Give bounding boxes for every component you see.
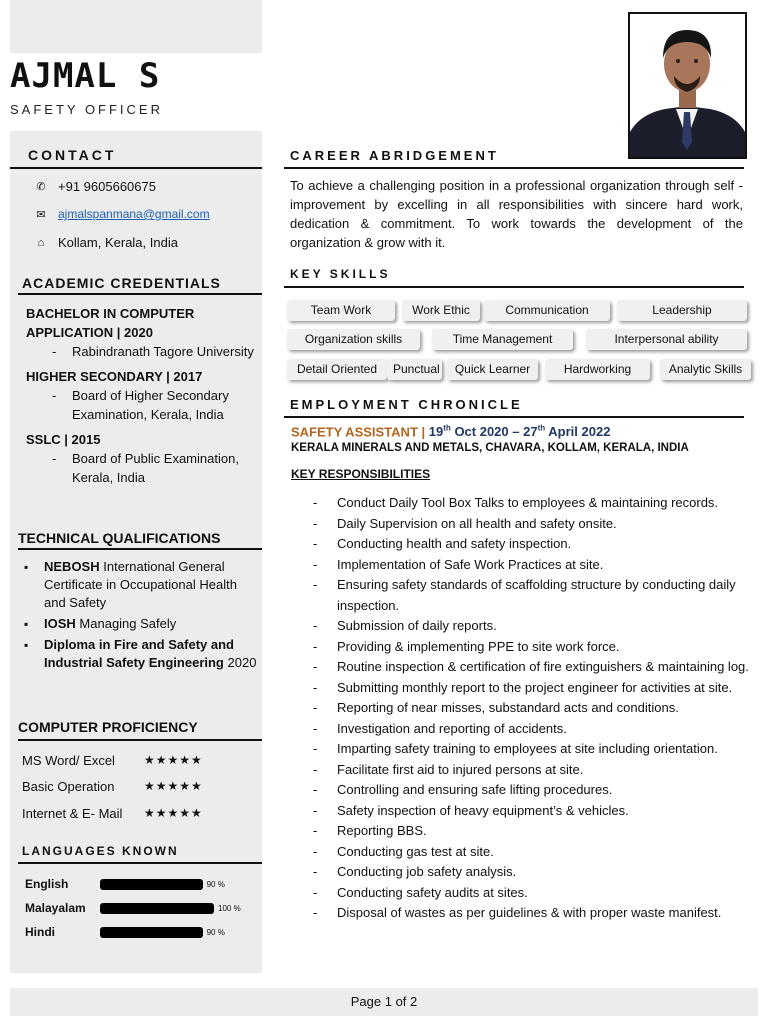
skills-heading: KEY SKILLS bbox=[290, 267, 391, 281]
contact-rule bbox=[10, 167, 262, 169]
phone-icon: ✆ bbox=[36, 181, 46, 193]
contact-email-link[interactable]: ajmalspanmana@gmail.com bbox=[58, 207, 210, 221]
languages-heading: LANGUAGES KNOWN bbox=[22, 844, 179, 858]
company-name: KERALA MINERALS AND METALS, CHAVARA, KOLLAM, KERALA, INDIA bbox=[291, 442, 689, 454]
responsibility-item: - Submission of daily reports. bbox=[313, 616, 749, 637]
technical-rule bbox=[18, 548, 262, 550]
language-row: English 90 % bbox=[25, 877, 225, 891]
rating-stars-icon: ★★★★★ bbox=[144, 779, 203, 793]
responsibility-item: - Conduct Daily Tool Box Talks to employees & maintaining records. bbox=[313, 493, 749, 514]
computer-item: MS Word/ Excel ★★★★★ bbox=[22, 753, 203, 768]
responsibility-item: - Disposal of wastes as per guidelines & with proper waste manifest. bbox=[313, 903, 749, 924]
responsibility-item: - Daily Supervision on all health and safety onsite. bbox=[313, 514, 749, 535]
contact-email-row bbox=[32, 207, 210, 221]
profile-photo bbox=[628, 12, 747, 159]
technical-item: ▪ Diploma in Fire and Safety and Industrial Safety Engineering 2020 bbox=[22, 636, 258, 672]
career-summary: To achieve a challenging position in a professional organization through self - improvement by excelling in all responsibilities with sincere hard work, dedication & commitment. To work towards the development of the organization & grow with it. bbox=[290, 178, 743, 250]
academic-degree-3: SSLC | 2015 bbox=[26, 432, 101, 447]
responsibility-item: - Reporting BBS. bbox=[313, 821, 749, 842]
responsibility-item: - Conducting health and safety inspection. bbox=[313, 534, 749, 555]
career-heading: CAREER ABRIDGEMENT bbox=[290, 148, 499, 163]
skill-chip: Detail Oriented bbox=[287, 359, 387, 380]
job-role: SAFETY ASSISTANT bbox=[291, 424, 418, 440]
skill-chip: Time Management bbox=[432, 329, 573, 350]
job-role-line: SAFETY ASSISTANT | 19th Oct 2020 – 27th April 2022 bbox=[291, 424, 611, 440]
contact-phone: +91 9605660675 bbox=[58, 179, 156, 194]
skills-rule bbox=[284, 286, 744, 288]
computer-item: Basic Operation ★★★★★ bbox=[22, 779, 203, 794]
rating-stars-icon: ★★★★★ bbox=[144, 806, 203, 820]
technical-item: ▪ IOSH Managing Safely bbox=[22, 615, 258, 633]
technical-list bbox=[22, 558, 258, 675]
languages-rule bbox=[18, 862, 262, 864]
location-icon: ⌂ bbox=[37, 236, 45, 249]
academic-institution-2: - Board of Higher Secondary Examination, Kerala, India bbox=[26, 386, 258, 424]
responsibilities-heading: KEY RESPONSIBILITIES bbox=[291, 467, 431, 481]
skill-chip: Quick Learner bbox=[447, 359, 538, 380]
language-row: Malayalam 100 % bbox=[25, 901, 241, 915]
candidate-name: AJMAL S bbox=[10, 56, 161, 96]
employment-heading: EMPLOYMENT CHRONICLE bbox=[290, 397, 523, 412]
candidate-title: SAFETY OFFICER bbox=[10, 102, 163, 117]
responsibility-item: - Imparting safety training to employees at site including orientation. bbox=[313, 739, 749, 760]
email-icon: ✉ bbox=[36, 208, 46, 221]
skill-chip: Hardworking bbox=[545, 359, 650, 380]
language-row: Hindi 90 % bbox=[25, 925, 225, 939]
job-dates: 19th Oct 2020 – 27th April 2022 bbox=[428, 424, 611, 440]
contact-phone-row bbox=[32, 179, 156, 194]
skill-chip: Communication bbox=[484, 300, 610, 321]
responsibility-item: - Conducting job safety analysis. bbox=[313, 862, 749, 883]
language-level-bar bbox=[100, 903, 214, 914]
career-rule bbox=[284, 167, 744, 169]
employment-rule bbox=[284, 416, 744, 418]
skill-chip: Team Work bbox=[287, 300, 395, 321]
academic-institution-3: - Board of Public Examination, Kerala, India bbox=[26, 449, 258, 487]
academic-heading: ACADEMIC CREDENTIALS bbox=[22, 275, 221, 291]
academic-rule bbox=[18, 293, 262, 295]
technical-item: ▪ NEBOSH International General Certificate in Occupational Health and Safety bbox=[22, 558, 258, 612]
responsibility-item: - Routine inspection & certification of fire extinguishers & maintaining log. bbox=[313, 657, 749, 678]
responsibility-item: - Providing & implementing PPE to site work force. bbox=[313, 637, 749, 658]
computer-item: Internet & E- Mail ★★★★★ bbox=[22, 806, 203, 821]
technical-heading: TECHNICAL QUALIFICATIONS bbox=[18, 530, 221, 546]
responsibility-item: - Facilitate first aid to injured persons at site. bbox=[313, 760, 749, 781]
rating-stars-icon: ★★★★★ bbox=[144, 753, 203, 767]
skill-chip: Organization skills bbox=[287, 329, 420, 350]
computer-rule bbox=[18, 739, 262, 741]
academic-list bbox=[26, 304, 258, 487]
responsibility-item: - Safety inspection of heavy equipment’s & vehicles. bbox=[313, 801, 749, 822]
contact-location-row bbox=[32, 235, 178, 250]
language-level-bar bbox=[100, 927, 203, 938]
skill-chip: Interpersonal ability bbox=[586, 329, 747, 350]
responsibility-item: - Ensuring safety standards of scaffolding structure by conducting daily inspection. bbox=[313, 575, 749, 616]
skill-chip: Work Ethic bbox=[402, 300, 480, 321]
responsibilities-list bbox=[313, 493, 749, 924]
sidebar-header-panel bbox=[10, 0, 262, 53]
contact-location: Kollam, Kerala, India bbox=[58, 235, 178, 250]
responsibility-item: - Reporting of near misses, substandard acts and conditions. bbox=[313, 698, 749, 719]
skill-chip: Punctual bbox=[387, 359, 442, 380]
skill-chip: Leadership bbox=[617, 300, 747, 321]
responsibility-item: - Conducting safety audits at sites. bbox=[313, 883, 749, 904]
responsibility-item: - Controlling and ensuring safe lifting procedures. bbox=[313, 780, 749, 801]
skill-chip: Analytic Skills bbox=[660, 359, 751, 380]
computer-heading: COMPUTER PROFICIENCY bbox=[18, 719, 198, 735]
responsibility-item: - Submitting monthly report to the project engineer for activities at site. bbox=[313, 678, 749, 699]
academic-institution-1: - Rabindranath Tagore University bbox=[26, 342, 258, 361]
responsibility-item: - Implementation of Safe Work Practices at site. bbox=[313, 555, 749, 576]
contact-heading: CONTACT bbox=[28, 147, 117, 163]
responsibility-item: - Investigation and reporting of accidents. bbox=[313, 719, 749, 740]
responsibility-item: - Conducting gas test at site. bbox=[313, 842, 749, 863]
academic-degree-1: BACHELOR IN COMPUTER APPLICATION | 2020 bbox=[26, 306, 195, 340]
page-footer: Page 1 of 2 bbox=[10, 988, 758, 1016]
language-level-bar bbox=[100, 879, 203, 890]
academic-degree-2: HIGHER SECONDARY | 2017 bbox=[26, 369, 203, 384]
